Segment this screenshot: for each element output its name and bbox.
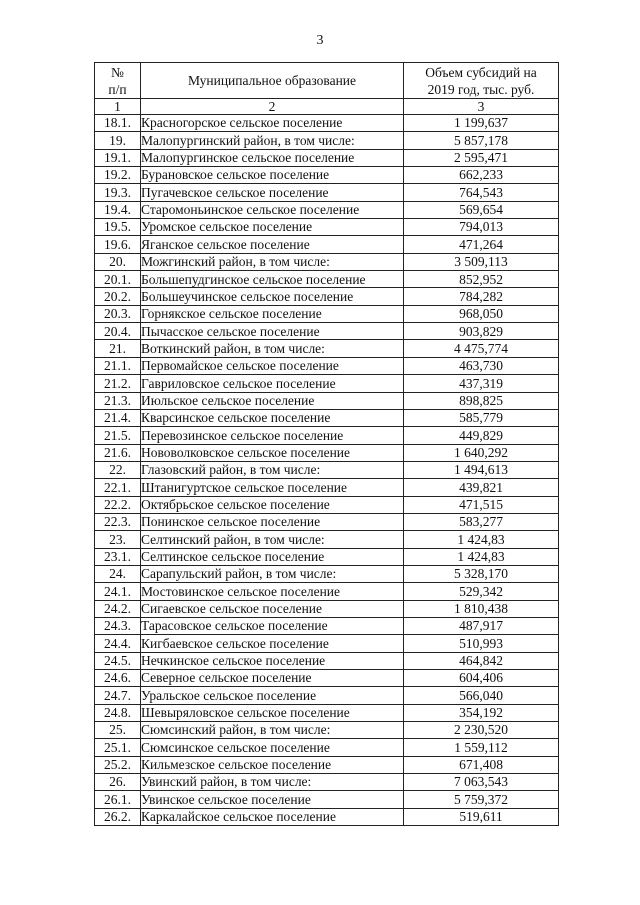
- municipality-name: Большепудгинское сельское поселение: [141, 271, 404, 288]
- row-number: 19.2.: [95, 167, 141, 184]
- row-number: 19.4.: [95, 201, 141, 218]
- row-number: 25.1.: [95, 739, 141, 756]
- municipality-name: Увинское сельское поселение: [141, 791, 404, 808]
- municipality-name: Глазовский район, в том числе:: [141, 461, 404, 478]
- municipality-name: Селтинское сельское поселение: [141, 548, 404, 565]
- municipality-name: Воткинский район, в том числе:: [141, 340, 404, 357]
- page-number: 3: [316, 33, 324, 48]
- subsidy-amount: 764,543: [404, 184, 559, 201]
- table-row: [95, 774, 559, 791]
- row-number: 22.: [95, 461, 141, 478]
- row-number: 21.2.: [95, 375, 141, 392]
- table-row: [95, 253, 559, 270]
- row-number: 24.: [95, 565, 141, 582]
- municipality-name: Увинский район, в том числе:: [141, 774, 404, 791]
- row-number: 26.: [95, 774, 141, 791]
- row-number: 25.2.: [95, 756, 141, 773]
- subsidy-amount: 471,515: [404, 496, 559, 513]
- subsidy-amount: 510,993: [404, 635, 559, 652]
- table-row: [95, 132, 559, 149]
- subsidy-amount: 354,192: [404, 704, 559, 721]
- subsidy-amount: 1 559,112: [404, 739, 559, 756]
- header-amount-line1: Объем субсидий на: [425, 64, 537, 80]
- municipality-name: Гавриловское сельское поселение: [141, 375, 404, 392]
- subsidies-table: [94, 62, 559, 826]
- table-row: [95, 496, 559, 513]
- subsidy-amount: 439,821: [404, 479, 559, 496]
- municipality-name: Июльское сельское поселение: [141, 392, 404, 409]
- row-number: 24.5.: [95, 652, 141, 669]
- header-number: [95, 63, 141, 99]
- subsidy-amount: 3 509,113: [404, 253, 559, 270]
- table-body: [95, 115, 559, 826]
- municipality-name: Нововолковское сельское поселение: [141, 444, 404, 461]
- subsidy-amount: 569,654: [404, 201, 559, 218]
- subsidy-amount: 471,264: [404, 236, 559, 253]
- municipality-name: Перевозинское сельское поселение: [141, 427, 404, 444]
- table-row: [95, 201, 559, 218]
- table-row: [95, 184, 559, 201]
- subsidy-amount: 852,952: [404, 271, 559, 288]
- subsidy-amount: 5 759,372: [404, 791, 559, 808]
- header-subsidy-amount: [404, 63, 559, 99]
- municipality-name: Кильмезское сельское поселение: [141, 756, 404, 773]
- row-number: 24.7.: [95, 687, 141, 704]
- column-index-row: [95, 99, 559, 115]
- column-index-2: 2: [141, 99, 404, 115]
- subsidy-amount: 671,408: [404, 756, 559, 773]
- table-row: [95, 687, 559, 704]
- row-number: 21.4.: [95, 409, 141, 426]
- municipality-name: Северное сельское поселение: [141, 670, 404, 687]
- municipality-name: Тарасовское сельское поселение: [141, 617, 404, 634]
- subsidy-amount: 4 475,774: [404, 340, 559, 357]
- subsidy-amount: 794,013: [404, 219, 559, 236]
- row-number: 20.4.: [95, 323, 141, 340]
- table-row: [95, 427, 559, 444]
- table-row: [95, 583, 559, 600]
- subsidy-amount: 583,277: [404, 513, 559, 530]
- municipality-name: Пычасское сельское поселение: [141, 323, 404, 340]
- municipality-name: Первомайское сельское поселение: [141, 357, 404, 374]
- table-row: [95, 722, 559, 739]
- subsidy-amount: 898,825: [404, 392, 559, 409]
- row-number: 23.1.: [95, 548, 141, 565]
- subsidy-amount: 662,233: [404, 167, 559, 184]
- row-number: 19.1.: [95, 149, 141, 166]
- municipality-name: Мостовинское сельское поселение: [141, 583, 404, 600]
- column-index-1: 1: [95, 99, 141, 115]
- municipality-name: Кигбаевское сельское поселение: [141, 635, 404, 652]
- subsidy-amount: 1 199,637: [404, 115, 559, 132]
- row-number: 24.3.: [95, 617, 141, 634]
- row-number: 19.3.: [95, 184, 141, 201]
- row-number: 24.6.: [95, 670, 141, 687]
- table-row: [95, 461, 559, 478]
- table-row: [95, 600, 559, 617]
- municipality-name: Октябрьское сельское поселение: [141, 496, 404, 513]
- row-number: 24.2.: [95, 600, 141, 617]
- row-number: 19.: [95, 132, 141, 149]
- table-row: [95, 479, 559, 496]
- row-number: 22.2.: [95, 496, 141, 513]
- subsidy-amount: 449,829: [404, 427, 559, 444]
- table-row: [95, 531, 559, 548]
- table-row: [95, 305, 559, 322]
- row-number: 26.1.: [95, 791, 141, 808]
- subsidy-amount: 1 640,292: [404, 444, 559, 461]
- table-row: [95, 271, 559, 288]
- table-row: [95, 739, 559, 756]
- row-number: 21.: [95, 340, 141, 357]
- municipality-name: Пугачевское сельское поселение: [141, 184, 404, 201]
- table-row: [95, 340, 559, 357]
- subsidy-amount: 903,829: [404, 323, 559, 340]
- table-row: [95, 756, 559, 773]
- row-number: 18.1.: [95, 115, 141, 132]
- subsidy-amount: 2 595,471: [404, 149, 559, 166]
- row-number: 24.1.: [95, 583, 141, 600]
- row-number: 20.1.: [95, 271, 141, 288]
- row-number: 19.5.: [95, 219, 141, 236]
- subsidy-amount: 1 424,83: [404, 548, 559, 565]
- table-row: [95, 652, 559, 669]
- subsidy-amount: 463,730: [404, 357, 559, 374]
- subsidy-amount: 529,342: [404, 583, 559, 600]
- subsidy-amount: 1 810,438: [404, 600, 559, 617]
- table-row: [95, 513, 559, 530]
- subsidy-amount: 7 063,543: [404, 774, 559, 791]
- subsidy-amount: 487,917: [404, 617, 559, 634]
- table-row: [95, 115, 559, 132]
- table-row: [95, 617, 559, 634]
- municipality-name: Нечкинское сельское поселение: [141, 652, 404, 669]
- row-number: 20.3.: [95, 305, 141, 322]
- subsidy-amount: 968,050: [404, 305, 559, 322]
- municipality-name: Бурановское сельское поселение: [141, 167, 404, 184]
- table-row: [95, 444, 559, 461]
- municipality-name: Понинское сельское поселение: [141, 513, 404, 530]
- table-row: [95, 670, 559, 687]
- row-number: 24.8.: [95, 704, 141, 721]
- header-number-line1: №: [111, 64, 124, 80]
- table-row: [95, 219, 559, 236]
- table-header-row: [95, 63, 559, 99]
- municipality-name: Сигаевское сельское поселение: [141, 600, 404, 617]
- table-row: [95, 323, 559, 340]
- table-row: [95, 375, 559, 392]
- subsidy-amount: 604,406: [404, 670, 559, 687]
- row-number: 26.2.: [95, 808, 141, 825]
- municipality-name: Красногорское сельское поселение: [141, 115, 404, 132]
- header-amount-line2: 2019 год, тыс. руб.: [427, 81, 535, 97]
- row-number: 21.6.: [95, 444, 141, 461]
- row-number: 20.2.: [95, 288, 141, 305]
- header-municipality: Муниципальное образование: [141, 63, 404, 99]
- subsidy-amount: 1 424,83: [404, 531, 559, 548]
- row-number: 20.: [95, 253, 141, 270]
- row-number: 22.3.: [95, 513, 141, 530]
- table-row: [95, 791, 559, 808]
- municipality-name: Большеучинское сельское поселение: [141, 288, 404, 305]
- row-number: 24.4.: [95, 635, 141, 652]
- row-number: 21.1.: [95, 357, 141, 374]
- municipality-name: Сюмсинский район, в том числе:: [141, 722, 404, 739]
- municipality-name: Каркалайское сельское поселение: [141, 808, 404, 825]
- row-number: 25.: [95, 722, 141, 739]
- subsidy-amount: 519,611: [404, 808, 559, 825]
- municipality-name: Шевыряловское сельское поселение: [141, 704, 404, 721]
- municipality-name: Кварсинское сельское поселение: [141, 409, 404, 426]
- column-index-3: 3: [404, 99, 559, 115]
- row-number: 21.3.: [95, 392, 141, 409]
- table-row: [95, 357, 559, 374]
- table-row: [95, 149, 559, 166]
- subsidy-amount: 5 328,170: [404, 565, 559, 582]
- row-number: 23.: [95, 531, 141, 548]
- municipality-name: Старомоньинское сельское поселение: [141, 201, 404, 218]
- header-number-line2: п/п: [108, 81, 127, 97]
- subsidy-amount: 2 230,520: [404, 722, 559, 739]
- table-row: [95, 565, 559, 582]
- row-number: 19.6.: [95, 236, 141, 253]
- table-row: [95, 704, 559, 721]
- municipality-name: Штанигуртское сельское поселение: [141, 479, 404, 496]
- row-number: 21.5.: [95, 427, 141, 444]
- municipality-name: Малопургинский район, в том числе:: [141, 132, 404, 149]
- municipality-name: Яганское сельское поселение: [141, 236, 404, 253]
- municipality-name: Уральское сельское поселение: [141, 687, 404, 704]
- subsidy-amount: 437,319: [404, 375, 559, 392]
- table-row: [95, 635, 559, 652]
- table-row: [95, 409, 559, 426]
- subsidy-amount: 784,282: [404, 288, 559, 305]
- municipality-name: Сарапульский район, в том числе:: [141, 565, 404, 582]
- table-row: [95, 548, 559, 565]
- municipality-name: Сюмсинское сельское поселение: [141, 739, 404, 756]
- table-row: [95, 808, 559, 825]
- subsidy-amount: 1 494,613: [404, 461, 559, 478]
- municipality-name: Уромское сельское поселение: [141, 219, 404, 236]
- municipality-name: Можгинский район, в том числе:: [141, 253, 404, 270]
- table-row: [95, 236, 559, 253]
- table-row: [95, 167, 559, 184]
- table-row: [95, 288, 559, 305]
- table-row: [95, 392, 559, 409]
- subsidy-amount: 585,779: [404, 409, 559, 426]
- subsidy-amount: 464,842: [404, 652, 559, 669]
- subsidy-amount: 5 857,178: [404, 132, 559, 149]
- municipality-name: Селтинский район, в том числе:: [141, 531, 404, 548]
- municipality-name: Горнякское сельское поселение: [141, 305, 404, 322]
- row-number: 22.1.: [95, 479, 141, 496]
- subsidy-amount: 566,040: [404, 687, 559, 704]
- municipality-name: Малопургинское сельское поселение: [141, 149, 404, 166]
